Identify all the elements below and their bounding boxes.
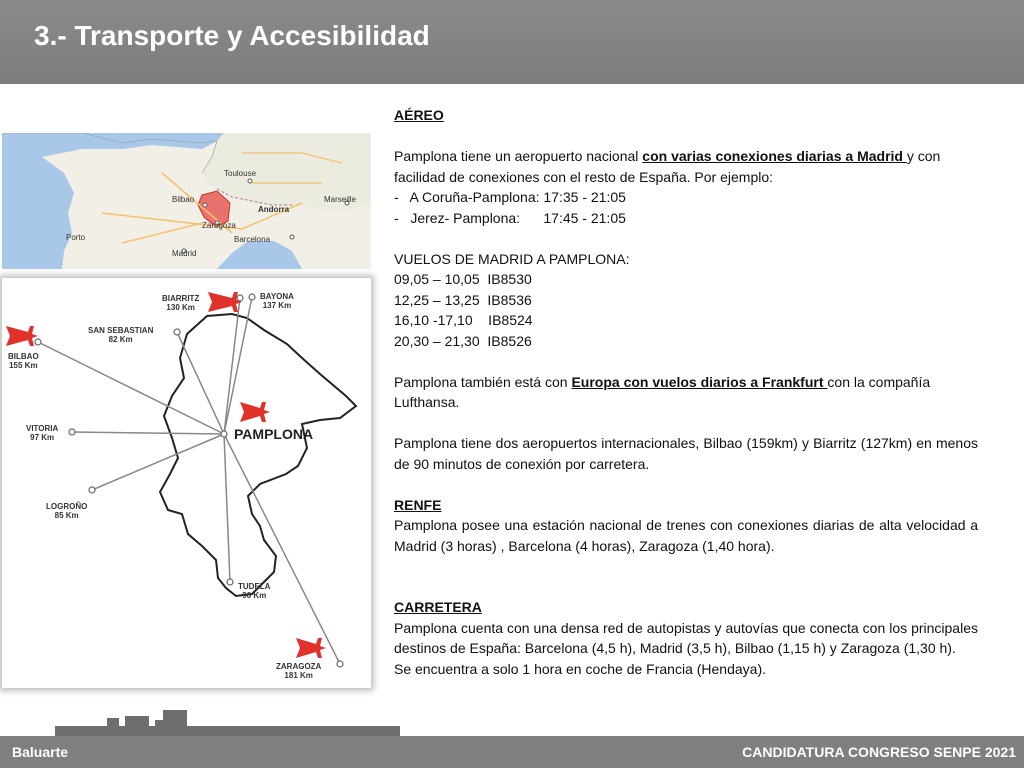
- example-route: - A Coruña-Pamplona: 17:35 - 21:05: [394, 189, 626, 205]
- destination-biarritz: BIARRITZ 130 Km: [162, 294, 200, 312]
- map-label: Barcelona: [234, 235, 271, 244]
- building-silhouette: [0, 706, 400, 736]
- destination-bayona: BAYONA 137 Km: [260, 292, 294, 310]
- map-label: Toulouse: [224, 169, 257, 178]
- section-heading-aereo: AÉREO: [394, 107, 444, 123]
- destination-tudela: TUDELA 96 Km: [238, 582, 271, 600]
- destination-zaragoza: ZARAGOZA 181 Km: [276, 662, 322, 680]
- map-label: Zaragoza: [202, 221, 236, 230]
- header-bar: [0, 0, 1024, 84]
- center-label: PAMPLONA: [234, 426, 314, 442]
- aereo-paragraph-2: Pamplona también está con Europa con vuelos diarios a Frankfurt con la compañía Lufthansa.: [394, 373, 931, 410]
- map-label: Andorra: [258, 205, 290, 214]
- footer-bar: [0, 736, 1024, 768]
- flight-row: 12,25 – 13,25 IB8536: [394, 291, 532, 308]
- destination-vitoria: VITORIA 97 Km: [26, 424, 59, 442]
- map-label: Bilbao: [172, 195, 195, 204]
- flight-row: 20,30 – 21,30 IB8526: [394, 332, 532, 349]
- example-route: - Jerez- Pamplona: 17:45 - 21:05: [394, 209, 626, 226]
- navarra-map: [2, 278, 371, 688]
- flight-row: 16,10 -17,10 IB8524: [394, 312, 533, 328]
- map-label: Marseille: [324, 195, 357, 204]
- aereo-paragraph-1: Pamplona tiene un aeropuerto nacional con varias conexiones diarias a Madrid y con facilidad de conexiones con el resto de España. Por ejemplo:: [394, 148, 941, 185]
- navarra-map-graphic: [2, 278, 371, 688]
- destination-bilbao: BILBAO 155 Km: [8, 352, 39, 370]
- destination-logrono: LOGROÑO 85 Km: [46, 502, 88, 520]
- destination-san-sebastian: SAN SEBASTIAN 82 Km: [88, 326, 154, 344]
- europe-map: [2, 133, 371, 269]
- madrid-flights-heading: VUELOS DE MADRID A PAMPLONA:: [394, 250, 630, 267]
- carretera-paragraph-2: Se encuentra a solo 1 hora en coche de Francia (Hendaya).: [394, 660, 767, 677]
- map-label: Porto: [66, 233, 86, 242]
- footer-right-label: CANDIDATURA CONGRESO SENPE 2021: [742, 744, 1016, 760]
- map-label: Madrid: [172, 249, 197, 258]
- renfe-paragraph: Pamplona posee una estación nacional de trenes con conexiones diarias de alta velocidad a Madrid (3 horas) , Barcelona (4 horas), Zaragoza (1,40 hora).: [394, 517, 978, 554]
- section-heading-renfe: RENFE: [394, 496, 442, 513]
- section-heading-carretera: CARRETERA: [394, 599, 482, 615]
- flight-row: 09,05 – 10,05 IB8530: [394, 271, 532, 287]
- content-column: [394, 105, 978, 679]
- page-title: 3.- Transporte y Accesibilidad: [34, 20, 430, 51]
- aereo-paragraph-3: Pamplona tiene dos aeropuertos internacionales, Bilbao (159km) y Biarritz (127km) en menos de 90 minutos de conexión por carretera.: [394, 435, 978, 472]
- footer-left-label: Baluarte: [12, 744, 69, 760]
- carretera-paragraph: Pamplona cuenta con una densa red de autopistas y autovías que conecta con los principales destinos de España: Barcelona (4,5 h), Madrid (3,5 h), Bilbao (1,15 h) y Zaragoza (1,30 h).: [394, 619, 978, 656]
